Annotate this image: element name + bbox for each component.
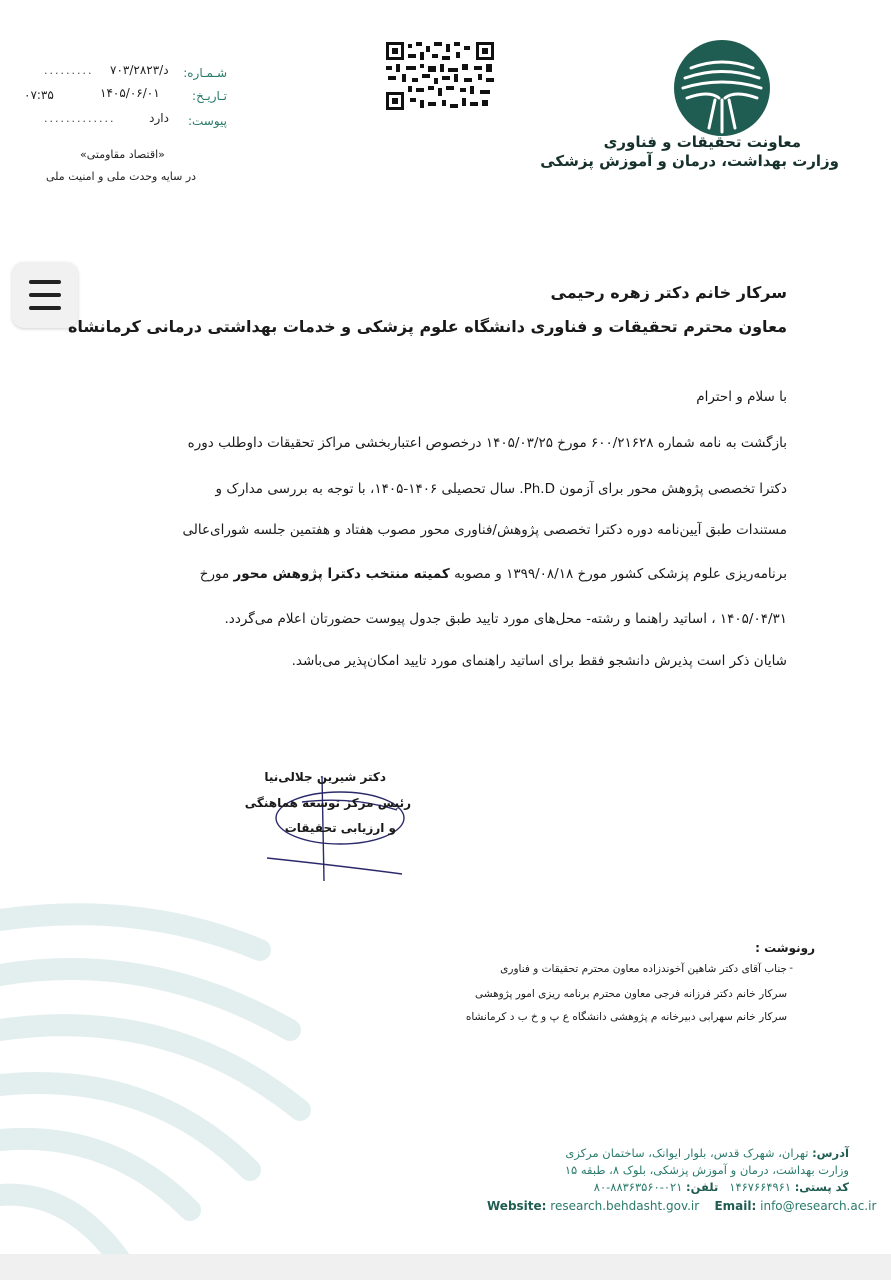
number-value: د/۷۰۳/۲۸۲۳	[110, 63, 169, 77]
date-value: ۱۴۰۵/۰۶/۰۱	[100, 86, 160, 100]
footer-contact	[594, 1180, 849, 1194]
slogan-line2: در سایه وحدت ملی و امنیت ملی	[46, 170, 197, 183]
phone-label: تلفن:	[686, 1180, 719, 1194]
footer-web	[487, 1199, 876, 1213]
footer-address-2: وزارت بهداشت، درمان و آموزش پزشکی، بلوک ۸، طبقه ۱۵	[564, 1163, 849, 1177]
signer-title: رئیس مرکز توسعه هماهنگی	[244, 796, 411, 810]
website-label: Website:	[487, 1199, 547, 1213]
address-line: تهران، شهرک قدس، بلوار ایوانک، ساختمان مرکزی	[565, 1146, 809, 1160]
committee-name: کمیته منتخب دکترا پژوهش محور	[233, 566, 450, 582]
email-link[interactable]: info@research.ac.ir	[760, 1199, 877, 1213]
paragraph-line	[97, 564, 787, 584]
cc-item: سرکار خانم سهرابی دبیرخانه م پژوهشی دانشگاه ع پ و خ ب د کرمانشاه	[465, 1011, 787, 1023]
signer-name: دکتر شیرین جلالی‌نیا	[264, 770, 386, 784]
paragraph-line: شایان ذکر است پذیرش دانشجو فقط برای اساتید راهنمای مورد تایید امکان‌پذیر می‌باشد.	[291, 653, 787, 669]
email-label: Email:	[714, 1199, 757, 1213]
ministry-name: وزارت بهداشت، درمان و آموزش پزشکی	[540, 152, 839, 170]
addressee-title: معاون محترم تحقیقات و فناوری دانشگاه علوم پزشکی و خدمات بهداشتی درمانی کرمانشاه	[67, 317, 787, 336]
addressee-name: سرکار خانم دکتر زهره رحیمی	[550, 283, 787, 302]
cc-item: جناب آقای دکتر شاهین آخوندزاده معاون محترم تحقیقات و فناوری	[500, 963, 787, 975]
signer-title: و ارزیابی تحقیقات	[284, 821, 396, 835]
phone-value: ۰۲۱-۸۸۳۶۳۵۶۰-۸۰	[593, 1180, 683, 1194]
footer-address	[565, 1146, 849, 1160]
cc-title: رونوشت :	[755, 941, 815, 955]
watermark-arcs	[0, 880, 320, 1280]
postal-label: کد پستی:	[794, 1180, 849, 1194]
paragraph-line: ۱۴۰۵/۰۴/۳۱ ، اساتید راهنما و رشته- محل‌های مورد تایید طبق جدول پیوست حضورتان اعلام می‌گردد.	[224, 611, 787, 627]
paragraph-line: مستندات طبق آیین‌نامه دوره دکترا تخصصی پژوهش/فناوری محور مصوب هفتاد و هفتمین جلسه شورای‌عالی	[182, 522, 787, 538]
postal-value: ۱۴۶۷۶۶۴۹۶۱	[729, 1180, 792, 1194]
website-link[interactable]: research.behdasht.gov.ir	[550, 1199, 700, 1213]
attachment-value: دارد	[149, 111, 169, 125]
paragraph-text: مورخ	[199, 566, 234, 582]
attachment-dots: .............	[44, 112, 116, 125]
paragraph-line: دکترا تخصصی پژوهش محور برای آزمون Ph.D. سال تحصیلی ۱۴۰۶-۱۴۰۵، با توجه به بررسی مدارک و	[215, 481, 787, 497]
time-value: ۰۷:۳۵	[24, 88, 54, 102]
address-label: آدرس:	[812, 1146, 849, 1160]
cc-dash: -	[789, 963, 793, 974]
attachment-label: پیوست:	[187, 114, 227, 128]
qr-code-icon	[384, 40, 496, 112]
bottom-band	[0, 1254, 891, 1280]
paragraph-line: بازگشت به نامه شماره ۶۰۰/۲۱۶۲۸ مورخ ۱۴۰۵/۰۳/۲۵ درخصوص اعتباربخشی مراکز تحقیقات داوطلب دوره	[187, 435, 787, 451]
slogan-line1: «اقتصاد مقاومتی»	[80, 148, 165, 161]
org-name: معاونت تحقیقات و فناوری	[603, 133, 801, 151]
cc-item: سرکار خانم دکتر فرزانه فرجی معاون محترم برنامه ریزی امور پژوهشی	[475, 988, 787, 1000]
date-label: تـاریـخ:	[192, 89, 227, 103]
tree-logo-icon	[669, 38, 775, 138]
greeting: با سلام و احترام	[696, 389, 787, 405]
number-label: شـمـاره:	[183, 66, 227, 80]
number-dots: .........	[44, 64, 94, 77]
paragraph-text: برنامه‌ریزی علوم پزشکی کشور مورخ ۱۳۹۹/۰۸/۱۸ و مصوبه	[449, 566, 787, 582]
